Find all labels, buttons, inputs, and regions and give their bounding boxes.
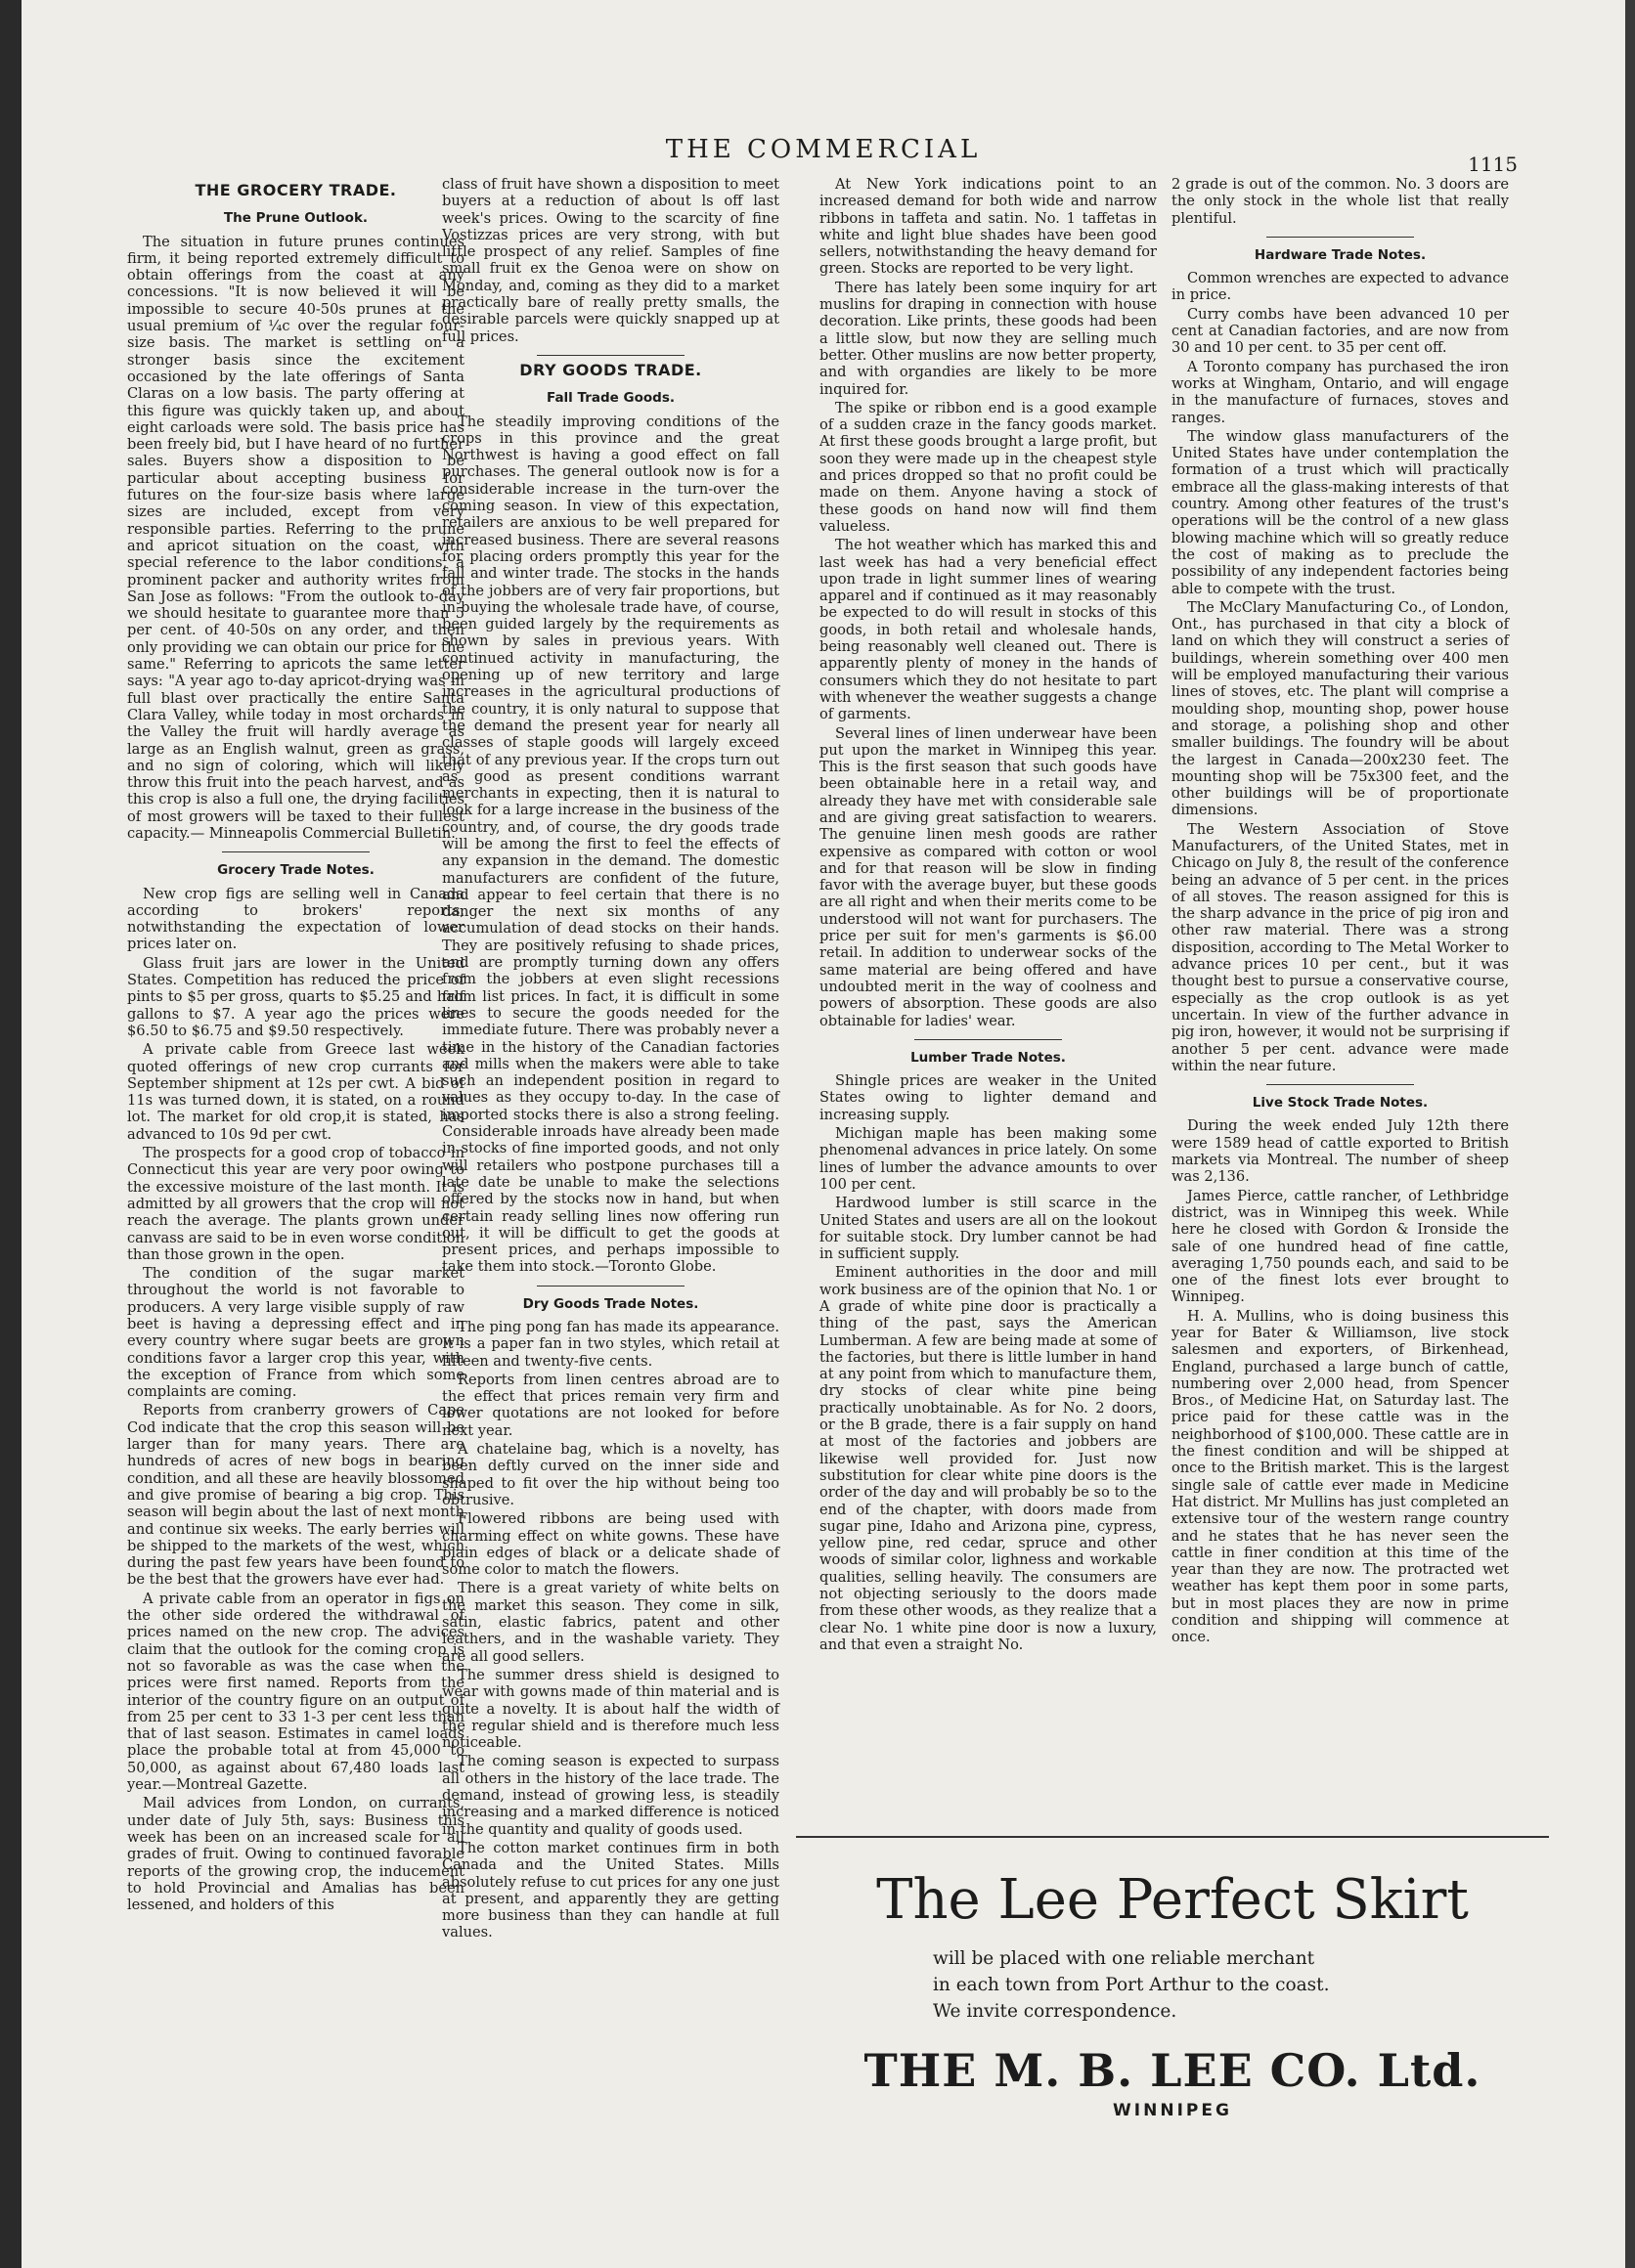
hardware-note: The Western Association of Stove Manufacturers, of the United States, met in Chicago on July 8, the result of the conference being an advance of 5 per cent. in the prices of all stoves. The reason assigned for this is the sharp advance in the price of pig iron and other raw material. There was a strong disposition, according to The Metal Worker to advance prices 10 per cent., but it was thought best to pursue a conservative course, especially as the crop outlook is as yet uncertain. In view of the further advance in pig iron, however, it would not be surprising if another 5 per cent. advance were made within the near future. [1171,820,1509,1074]
page-number: 1115 [1468,153,1518,176]
column-2 [442,176,779,1941]
grocery-trade-heading: THE GROCERY TRADE. [195,181,397,199]
ad-body-line: We invite correspondence. [933,2001,1177,2022]
column-4 [1171,176,1509,1646]
ad-body-line: will be placed with one reliable merchant [933,1948,1315,1969]
hardware-note: Common wrenches are expected to advance in price. [1171,270,1509,304]
currants-continued-paragraph: class of fruit have shown a disposition to meet buyers at a reduction of about ls off last week's prices. Owing to the scarcity of fine Vostizzas prices are very strong, with but little prospect of any relief. Samples of fine small fruit ex the Genoa were on show on Monday, and, coming as they did to a market practically bare of really pretty smalls, the desirable parcels were quickly snapped up at full prices. [442,176,779,345]
column-1 [127,176,464,2033]
section-rule [222,851,371,852]
running-head: THE COMMERCIAL [665,135,982,164]
ad-body-line: in each town from Port Arthur to the coast. [933,1975,1330,1995]
grocery-note: A private cable from Greece last week quoted offerings of new crop currants for September shipment at 12s per cwt. A bid of 11s was turned down, it is stated, on a round lot. The market for old crop,it is stated, has advanced to 10s 9d per cwt. [127,1041,464,1143]
section-rule [914,1039,1063,1040]
live-stock-note: James Pierce, cattle rancher, of Lethbridge district, was in Winnipeg this week. While here he closed with Gordon & Ironside the sale of one hundred head of fine cattle, averaging 1,750 pounds each, and said to be one of the finest lots ever brought to Winnipeg. [1171,1187,1509,1306]
hardware-note: The McClary Manufacturing Co., of London, Ont., has purchased in that city a block of land on which they will construct a series of buildings, wherein something over 400 men will be employed manufacturing their various lines of stoves, etc. The plant will comprise a moulding shop, mounting shop, power house and storage, a polishing shop and other smaller buildings. The foundry will be about the largest in Canada—200x230 feet. The mounting shop will be 75x300 feet, and the other buildings will be of proportionate dimensions. [1171,598,1509,819]
ad-city: WINNIPEG [1113,2101,1232,2120]
grocery-note: The prospects for a good crop of tobacco in Connecticut this year are very poor owing to the excessive moisture of the last month. It is admitted by all growers that the crop will not reach the average. The plants grown under canvass are said to be in even worse condition than those grown in the open. [127,1145,464,1263]
grocery-note: The condition of the sugar market throughout the world is not favorable to producers. A very large visible supply of raw beet is having a depressing effect and in every country where sugar beets are grown conditions favor a larger crop this year, with the exception of France from which some complaints are coming. [127,1265,464,1401]
live-stock-note: H. A. Mullins, who is doing business this year for Bater & Williamson, live stock salesmen and exporters, of Birkenhead, England, purchased a large bunch of cattle, numbering over 2,000 head, from Spencer Bros., of Medicine Hat, on Saturday last. The price paid for these cattle was in the neighborhood of $100,000. These cattle are in the finest condition and will be shipped at once to the British market. This is the largest single sale of cattle ever made in Medicine Hat district. Mr Mullins has just completed an extensive tour of the western range country and he states that he has never seen the cattle in finer condition at this time of the year than they are now. The protracted wet weather has kept them poor in some parts, but in most places they are now in prime condition and shipping will commence at once. [1171,1307,1509,1646]
section-rule [537,1286,685,1287]
lumber-note: Eminent authorities in the door and mill work business are of the opinion that No. 1 or A grade of white pine door is practically a thing of the past, says the American Lumberman. A few are being made at some of the factories, but there is little lumber in hand at any point from which to manufacture them, dry stocks of clear white pine being practically unobtainable. As for No. 2 doors, or the B grade, there is a fair supply on hand at most of the factories and jobbers are likewise well provided for. Just now substitution for clear white pine doors is the order of the day and will probably be so to the end of the chapter, with doors made from sugar pine, Idaho and Arizona pine, cypress, yellow pine, red cedar, spruce and other woods of similar color, lighness and workable qualities, selling heavily. The consumers are not objecting seriously to the doors made from these other woods, as they realize that a clear No. 1 white pine door is now a luxury, and that even a straight No. [819,1264,1157,1653]
dry-goods-note: Flowered ribbons are being used with charming effect on white gowns. These have plain edges of black or a delicate shade of some color to match the flowers. [442,1510,779,1579]
lumber-note: Hardwood lumber is still scarce in the United States and users are all on the lookout for suitable stock. Dry lumber cannot be had in sufficient supply. [819,1195,1157,1263]
dry-goods-note: There is a great variety of white belts on the market this season. They come in silk, satin, elastic fabrics, patent and other leathers, and in the washable variety. They are all good sellers. [442,1580,779,1665]
dry-goods-note: The hot weather which has marked this and last week has had a very beneficial effect upon trade in light summer lines of wearing apparel and if continued as it may reasonably be expected to do will result in stocks of this goods, in both retail and wholesale hands, being reasonably well cleaned out. There is apparently plenty of money in the hands of consumers which they do not hesitate to part with whenever the weather suggests a change of garments. [819,537,1157,723]
prune-outlook-paragraph: The situation in future prunes continues firm, it being reported extremely difficult to obtain offerings from the coast at any concessions. "It is now believed it will be impossible to secure 40-50s prunes at the usual premium of ¼c over the regular four-size basis. The market is settling on a stronger basis since the excitement occasioned by the late offerings of Santa Claras on a low basis. The party offering at this figure was quickly taken up, and about eight carloads were sold. The basis price has been freely bid, but I have heard of no further sales. Buyers show a disposition to be particular about accepting business for futures on the four-size basis where large sizes are included, except from very responsible parties. Referring to the prune and apricot situation on the coast, with special reference to the labor conditions, a prominent packer and authority writes from San Jose as follows: "From the outlook to-day we should hesitate to guarantee more than 5 per cent. of 40-50s on any order, and then only providing we can obtain our price for the same." Referring to apricots the same letter says: "A year ago to-day apricot-drying was in full blast over practically the entire Santa Clara Valley, while today in most orchards in the Valley the fruit will hardly average as large as an English walnut, green as grass, and no sign of coloring, which will likely throw this fruit into the peach harvest, and as this crop is also a full one, the drying facilities of most growers will be taxed to their fullest capacity.— Minneapolis Commercial Bulletin. [127,233,464,842]
lumber-notes-heading: Lumber Trade Notes. [910,1049,1066,1066]
hardware-note: The window glass manufacturers of the United States have under contemplation the formation of a trust which will practically embrace all the glass-making interests of that country. Among other features of the trust's operations will be the control of a new glass blowing machine which will so greatly reduce the cost of making as to preclude the possibility of any independent factories being able to compete with the trust. [1171,427,1509,597]
ad-company-name: THE M. B. LEE CO. Ltd. [863,2044,1481,2097]
hardware-notes-heading: Hardware Trade Notes. [1254,246,1427,263]
dry-goods-trade-heading: DRY GOODS TRADE. [519,360,702,379]
grocery-notes-heading: Grocery Trade Notes. [217,862,375,879]
scan-edge-right [1625,0,1635,2268]
dry-goods-notes-heading: Dry Goods Trade Notes. [522,1295,699,1312]
section-rule [537,355,685,356]
grocery-note: A private cable from an operator in figs on the other side ordered the withdrawal of prices named on the new crop. The advices claim that the outlook for the coming crop is not so favorable as was the case when the prices were first named. Reports from the interior of the country figure on an output of from 25 per cent to 33 1-3 per cent less than that of last season. Estimates in camel loads place the probable total at from 45,000 to 50,000, as against about 67,480 loads last year.—Montreal Gazette. [127,1590,464,1794]
ad-headline: The Lee Perfect Skirt [876,1868,1469,1932]
dry-goods-note: The cotton market continues firm in both Canada and the United States. Mills absolutely refuse to cut prices for any one just at present, and apparently they are getting more business than they can handle at full values. [442,1839,779,1941]
grocery-note: Reports from cranberry growers of Cape Cod indicate that the crop this season will be larger than for many years. There are hundreds of acres of new bogs in bearing condition, and all these are heavily blossomed and give promise of bearing a big crop. This season will begin about the last of next month and continue six weeks. The early berries will be shipped to the markets of the west, which during the past few years have been found to be the best that the growers have ever had. [127,1402,464,1589]
dry-goods-note: The ping pong fan has made its appearance. It is a paper fan in two styles, which retail at fifteen and twenty-five cents. [442,1319,779,1370]
prune-outlook-heading: The Prune Outlook. [223,210,369,227]
ad-body [933,1945,1480,2025]
section-rule [1266,1084,1415,1085]
fall-trade-goods-heading: Fall Trade Goods. [547,390,675,407]
lumber-note: Michigan maple has been making some phenomenal advances in price lately. On some lines of lumber the advance amounts to over 100 per cent. [819,1125,1157,1193]
advertisement-rule [796,1836,1549,1838]
dry-goods-note: A chatelaine bag, which is a novelty, has been deftly curved on the inner side and shaped to fit over the hip without being too obtrusive. [442,1441,779,1508]
grocery-note: Glass fruit jars are lower in the United States. Competition has reduced the price of pints to $5 per gross, quarts to $5.25 and half gallons to $7. A year ago the prices were $6.50 to $6.75 and $9.50 respectively. [127,954,464,1039]
dry-goods-note: The spike or ribbon end is a good example of a sudden craze in the fancy goods market. At first these goods brought a large profit, but soon they were made up in the cheapest style and prices dropped so that no profit could be made on them. Anyone having a stock of these goods on hand now will find them valueless. [819,399,1157,535]
dry-goods-note: The coming season is expected to surpass all others in the history of the lace trade. The demand, instead of growing less, is steadily increasing and a marked difference is noticed in the quantity and quality of goods used. [442,1753,779,1838]
dry-goods-note: There has lately been some inquiry for art muslins for draping in connection with house decoration. Like prints, these goods had been a little slow, but now they are selling much better. Other muslins are now better property, and with organdies are likely to be more inquired for. [819,279,1157,398]
hardware-note: A Toronto company has purchased the iron works at Wingham, Ontario, and will engage in the manufacture of furnaces, stoves and ranges. [1171,358,1509,426]
lumber-continued-paragraph: 2 grade is out of the common. No. 3 doors are the only stock in the whole list that really plentiful. [1171,176,1509,227]
dry-goods-note: At New York indications point to an increased demand for both wide and narrow ribbons in taffeta and satin. No. 1 taffetas in white and light blue shades have been good sellers, notwithstanding the heavy demand for green. Stocks are reported to be very light. [819,176,1157,278]
grocery-note: New crop figs are selling well in Canada according to brokers' reports, notwithstanding the expectation of lower prices later on. [127,885,464,953]
advertisement [796,1857,1549,2131]
grocery-note: Mail advices from London, on currants, under date of July 5th, says: Business this week has been on an increased scale for all grades of fruit. Owing to continued favorable reports of the growing crop, the inducement to hold Provincial and Amalias has been lessened, and holders of this [127,1795,464,1914]
live-stock-notes-heading: Live Stock Trade Notes. [1252,1095,1429,1112]
section-rule [1266,237,1415,238]
dry-goods-note: Reports from linen centres abroad are to the effect that prices remain very firm and lower quotations are not looked for before next year. [442,1371,779,1439]
dry-goods-note: Several lines of linen underwear have been put upon the market in Winnipeg this year. This is the first season that such goods have been obtainable here in a retail way, and already they have met with considerable sale and are giving great satisfaction to wearers. The genuine linen mesh goods are rather expensive as compared with cotton or wool and for that reason will be slow in finding favor with the average buyer, but these goods are all right and when their merits come to be understood will not want for purchasers. The price per suit for men's garments is $6.00 retail. In addition to underwear socks of the same material are being offered and have undoubted merit in the way of coolness and powers of absorption. These goods are also obtainable for ladies' wear. [819,724,1157,1029]
hardware-note: Curry combs have been advanced 10 per cent at Canadian factories, and are now from 30 and 10 per cent. to 35 per cent off. [1171,305,1509,357]
column-3 [819,176,1157,1653]
newspaper-page [22,0,1625,2268]
lumber-note: Shingle prices are weaker in the United States owing to lighter demand and increasing supply. [819,1072,1157,1123]
dry-goods-note: The summer dress shield is designed to wear with gowns made of thin material and is quite a novelty. It is about half the width of the regular shield and is therefore much less noticeable. [442,1666,779,1752]
live-stock-note: During the week ended July 12th there were 1589 head of cattle exported to British markets via Montreal. The number of sheep was 2,136. [1171,1117,1509,1186]
fall-trade-paragraph: The steadily improving conditions of the crops in this province and the great Northwest is having a good effect on fall purchases. The general outlook now is for a considerable increase in the turn-over the coming season. In view of this expectation, retailers are anxious to be well prepared for increased business. There are several reasons for placing orders promptly this year for the fall and winter trade. The stocks in the hands of the jobbers are of very fair proportions, but in buying the wholesale trade have, of course, been guided largely by the requirements as shown by sales in previous years. With continued activity in manufacturing, the opening up of new territory and large increases in the agricultural productions of the country, it is only natural to suppose that the demand the present year for nearly all classes of staple goods will largely exceed that of any previous year. If the crops turn out as good as present conditions warrant merchants in expecting, then it is natural to look for a large increase in the business of the country, and, of course, the dry goods trade will be among the first to feel the effects of any expansion in the demand. The domestic manufacturers are confident of the future, and appear to feel certain that there is no danger the next six months of any accumulation of dead stocks on their hands. They are positively refusing to shade prices, and are promptly turning down any offers from the jobbers at even slight recessions from list prices. In fact, it is difficult in some lines to secure the goods needed for the immediate future. There was probably never a time in the history of the Canadian factories and mills when the makers were able to take such an independent position in regard to values as they occupy to-day. In the case of imported stocks there is also a strong feeling. Considerable inroads have already been made in stocks of fine imported goods, and not only will retailers who postpone purchases till a late date be unable to make the selections offered by the stocks now in hand, but when certain ready selling lines now offering run out, it will be difficult to get the goods at present prices, and perhaps impossible to take them into stock.—Toronto Globe. [442,413,779,1276]
scan-edge-left [0,0,22,2268]
